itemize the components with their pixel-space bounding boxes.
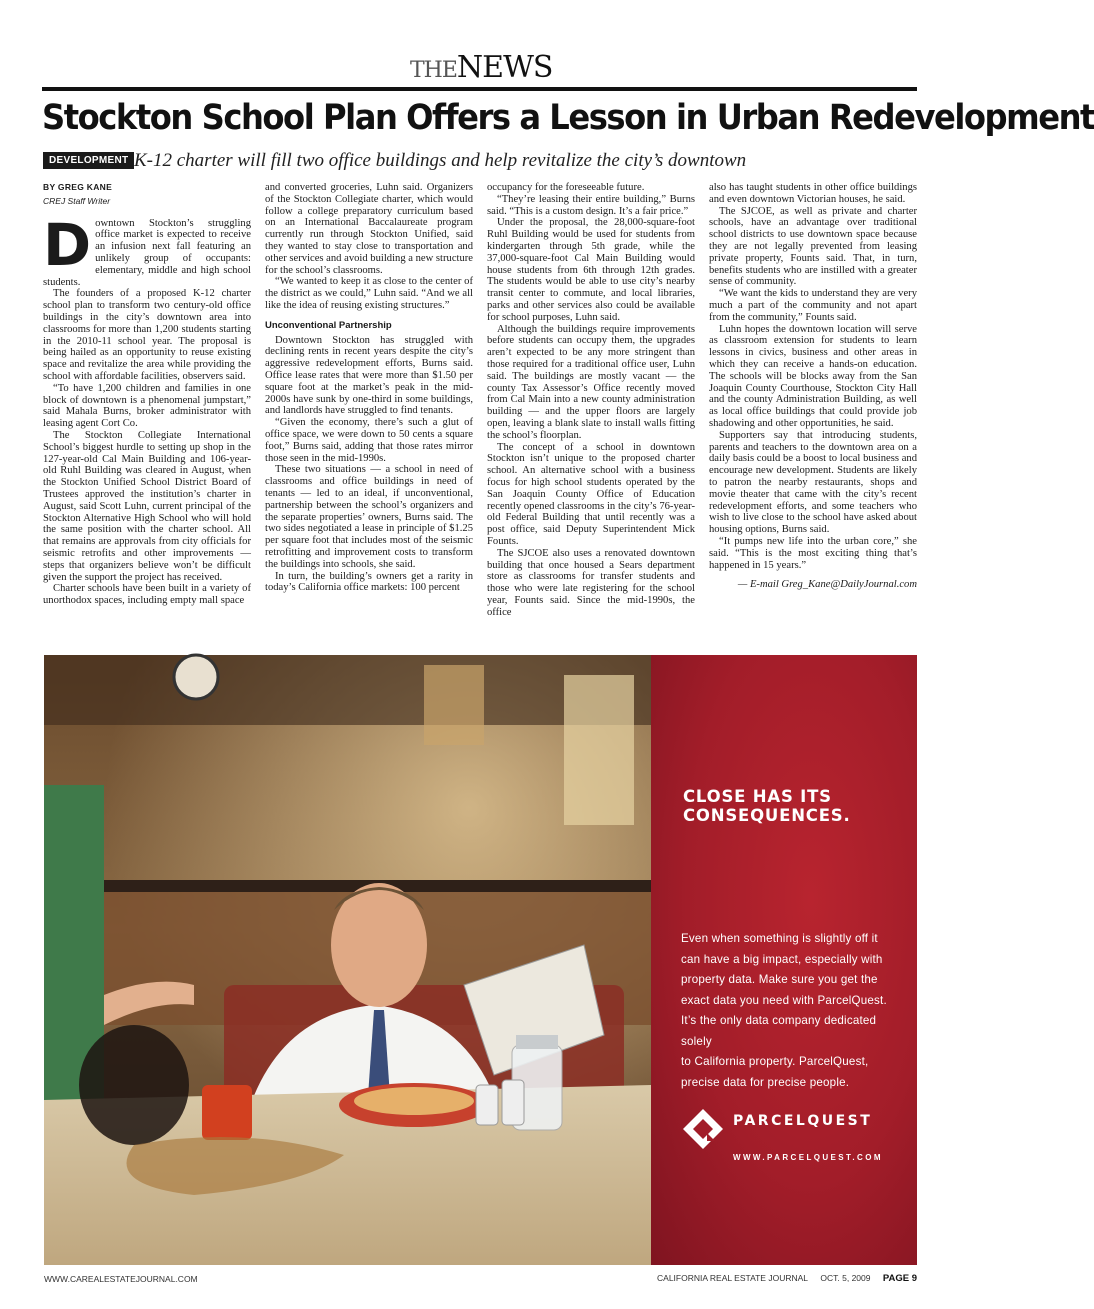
article-column-2 [265, 182, 473, 594]
footer-page-number: PAGE 9 [882, 1273, 917, 1284]
ad-brand: PARCELQUEST [733, 1113, 873, 1129]
paragraph: Although the buildings require improvements before students can occupy them, the upgrades aren’t expected to be any more stringent than those required for a traditional office user, Luhn said. The buildings are mostly vacant — the county Tax Assessor’s Office recently moved from Cal Main into a new county administration building — and the upper floors are largely open, leaving a blank slate to install walls fitting the school’s floorplan. [487, 323, 695, 441]
paragraph: Downtown Stockton has struggled with declining rents in recent years despite the city’s aggressive redevelopment efforts, Burns said. Office lease rates that were more than $1.50 per square foot at the market’s peak in the mid-2000s have sunk by one-third in some buildings, and landlords have struggled to find tenants. [265, 334, 473, 417]
article-column-3 [487, 182, 695, 618]
paragraph: also has taught students in other office buildings and even downtown Victorian houses, he said. [709, 182, 917, 205]
article-deck: K-12 charter will fill two office buildings and help revitalize the city’s downtown [134, 150, 747, 171]
paragraph: The SJCOE also uses a renovated downtown building that once housed a Sears department store as classrooms for transfer students and those who were late registering for the school year, Founts said. Since the mid-1990s, the office [487, 547, 695, 618]
byline: BY GREG KANE [43, 182, 113, 192]
ad-url-link[interactable]: WWW.PARCELQUEST.COM [733, 1153, 883, 1162]
drop-cap: D [43, 210, 92, 279]
article-column-4 [709, 182, 917, 591]
parcelquest-ad[interactable] [651, 655, 917, 1265]
ad-photo [44, 655, 651, 1265]
parcelquest-logo-icon [681, 1107, 725, 1151]
section-tag: DEVELOPMENT [43, 152, 134, 169]
byline-role: CREJ Staff Writer [43, 195, 111, 206]
paragraph: Under the proposal, the 28,000-square-foot Ruhl Building would be used for students from kindergarten through 5th grade, while the 37,000-square-foot Cal Main Building would house students from 6th through 12th grades. The students would be able to use city’s nearby transit center to commute, and local libraries, parks and other services also could be available for school purposes, Luhn said. [487, 217, 695, 323]
subhead: Unconventional Partnership [265, 319, 392, 331]
lead-paragraph: Downtown Stockton’s struggling office market is expected to receive an infusion next fall featuring an unlikely group of occupants: elementary, middle and high school students. [43, 210, 251, 288]
paragraph: Supporters say that introducing students, parents and teachers to the downtown area on a daily basis could be a boost to local business and encourage new development. Students are likely to patron the nearby restaurants, shops and movie theater that came with the city’s recent redevelopment efforts, and some teachers who wish to live close to the school have asked about housing options, Burns said. [709, 429, 917, 536]
footer-date: OCT. 5, 2009 [820, 1273, 871, 1283]
ad-headline: CLOSE HAS ITS CONSEQUENCES. [683, 787, 851, 825]
footer-info [657, 1273, 917, 1284]
paragraph: “They’re leasing their entire building,” Burns said. “This is a custom design. It’s a fair price.” [487, 193, 695, 217]
footer-website: WWW.CAREALESTATEJOURNAL.COM [44, 1274, 198, 1284]
footer-publication: CALIFORNIA REAL ESTATE JOURNAL [657, 1273, 809, 1283]
paragraph: “Given the economy, there’s such a glut of office space, we were down to 50 cents a square foot,” Burns said, adding that those rates mirror those seen in the mid-1990s. [265, 417, 473, 464]
paragraph: Luhn hopes the downtown location will serve as classroom extension for students to learn lessons in civics, business and other areas in which they can receive a hands-on education. The schools will be blocks away from the San Joaquin County Courthouse, Stockton City Hall and the county Administration Building, as well as local office buildings that could provide job shadowing and other opportunities, he said. [709, 323, 917, 429]
paragraph: Charter schools have been built in a variety of unorthodox spaces, including empty mall space [43, 583, 251, 607]
paragraph: These two situations — a school in need of classrooms and office buildings in need of tenants — led to an ideal, if unconventional, partnership between the school’s organizers and the separate properties’ owners, Burns said. The two sides negotiated a lease in principle of $1.25 per square foot that includes most of the seismic retrofitting and improvement costs to transform the buildings into schools, she said. [265, 464, 473, 570]
paragraph: In turn, the building’s owners get a rarity in today’s California office markets: 100 percent [265, 570, 473, 594]
ad-body: Even when something is slightly off it can have a big impact, especially with property data. Make sure you get the exact data you need with ParcelQuest. It’s the only data company dedicated solely to California property. ParcelQuest, precise data for precise people. [681, 932, 887, 1089]
author-email: — E-mail Greg_Kane@DailyJournal.com [737, 579, 917, 591]
article-headline: Stockton School Plan Offers a Lesson in Urban Redevelopment [42, 98, 1094, 138]
masthead-news: NEWS [456, 50, 553, 85]
paragraph: The Stockton Collegiate International School’s biggest hurdle to setting up shop in the 127-year-old Cal Main Building and 106-year-old Ruhl Building was cleared in August, when the Stockton Unified School District Board of Trustees approved the institution’s charter in August, said Scott Luhn, current principal of the Stockton Alternative High School who will hold the same position with the charter school. All that remains are approvals from city officials for seismic retrofits and other improvements — steps that organizers believe won’t be difficult given the support the project has received. [43, 429, 251, 583]
paragraph: The concept of a school in downtown Stockton isn’t unique to the proposed charter school. An alternative school with a business focus for high school students operated by the San Joaquin County Office of Education recently opened classrooms in the city’s 76-year-old Federal Building that until recently was a post office, said Deputy Superintendent Mick Founts. [487, 441, 695, 547]
paragraph: occupancy for the foreseeable future. [487, 182, 645, 193]
masthead-the: THE [410, 58, 457, 83]
paragraph: The SJCOE, as well as private and charter schools, have an advantage over traditional school districts to use downtown space because they are not legally prevented from leasing private property, Founts said. That, in turn, benefits students who are instilled with a greater sense of community. [709, 205, 917, 288]
paragraph: “We want the kids to understand they are very much a part of the community and not apart from the community,” Founts said. [709, 288, 917, 323]
paragraph: The founders of a proposed K-12 charter school plan to transform two century-old office buildings in the city’s downtown area into classrooms for more than 1,200 students starting in the 2010-11 school year. The proposal is being hailed as an opportunity to reuse existing space and revitalize the area while providing the school with affordable facilities, observers said. [43, 288, 251, 382]
paragraph: and converted groceries, Luhn said. Organizers of the Stockton Collegiate charter, which would follow a college preparatory curriculum based on an International Baccalaureate program currently run through Stockton Unified, said they wanted to stay close to transportation and other services and avoid building a new structure for the school’s classrooms. [265, 182, 473, 276]
paragraph: “It pumps new life into the urban core,” she said. “This is the most exciting thing that’s happened in 15 years.” [709, 535, 917, 571]
paragraph: “We wanted to keep it as close to the center of the district as we could,” Luhn said. “And we all like the idea of reusing existing structures.” [265, 276, 473, 311]
paragraph: “To have 1,200 children and families in one block of downtown is a phenomenal jumpstart,” said Mahala Burns, broker administrator with leasing agent Cort Co. [43, 382, 251, 430]
masthead [410, 50, 553, 85]
article-column-1 [43, 182, 251, 607]
masthead-rule [42, 87, 917, 91]
